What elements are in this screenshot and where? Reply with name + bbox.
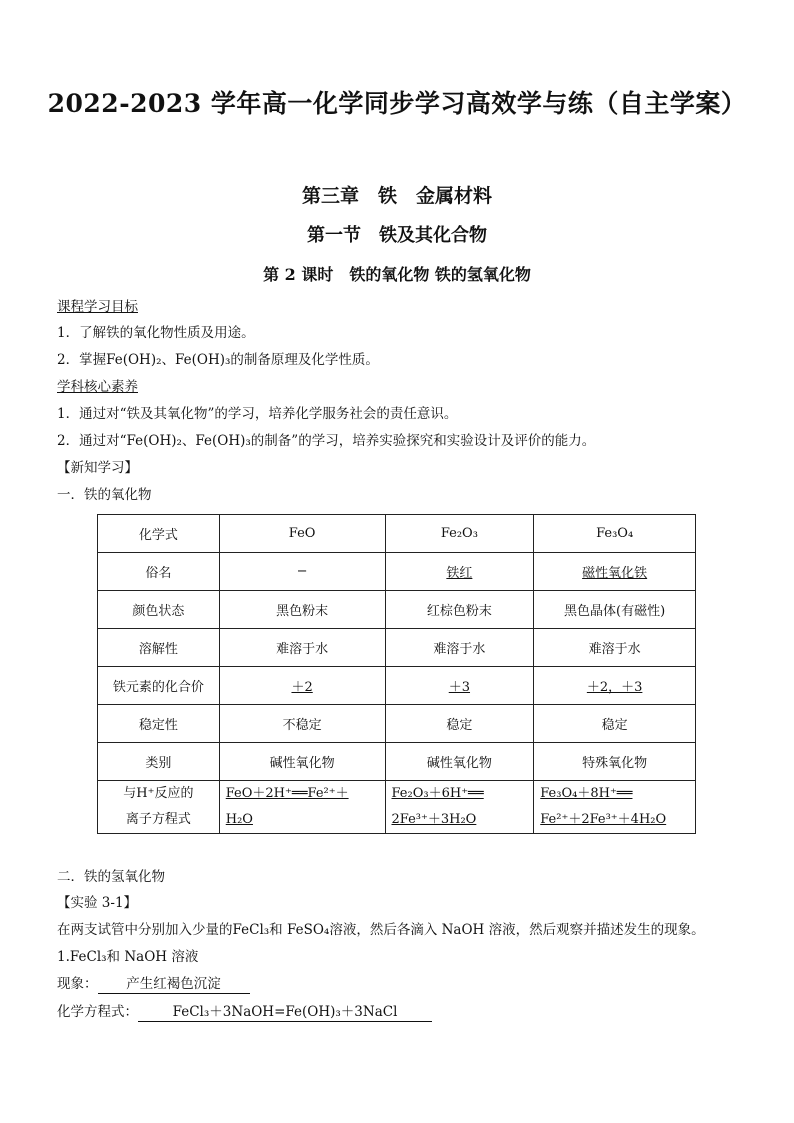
table-header-cell: Fe₂O₃ [385, 515, 534, 553]
equation-label: 化学方程式： [57, 1004, 138, 1020]
chapter-heading: 第三章 铁 金属材料 [301, 185, 492, 207]
equation-line: FeO＋2H⁺══Fe²⁺＋ [225, 786, 349, 801]
document-title: 2022-2023 学年高一化学同步学习高效学与练（自主学案） [47, 89, 747, 118]
phenomenon-answer: 产生红褐色沉淀 [98, 975, 250, 994]
answer-fill: ＋2 [291, 680, 313, 695]
phenomenon-line [57, 975, 250, 994]
answer-fill: 铁红 [446, 566, 473, 581]
table-cell [534, 667, 696, 705]
table-cell: 铁元素的化合价 [98, 667, 220, 705]
table-cell [98, 781, 220, 834]
table-cell: 类别 [98, 743, 220, 781]
table-cell: 难溶于水 [385, 629, 534, 667]
table-cell: 溶解性 [98, 629, 220, 667]
literacy-item-1: 1．通过对“铁及其氧化物”的学习，培养化学服务社会的责任意识。 [57, 406, 458, 422]
table-cell [385, 553, 534, 591]
goals-heading: 课程学习目标 [57, 299, 138, 315]
table-cell: 黑色粉末 [219, 591, 385, 629]
answer-fill: ＋2，＋3 [586, 680, 643, 695]
equation-line: Fe²⁺＋2Fe³⁺＋4H₂O [540, 812, 667, 827]
literacy-item-2: 2．通过对“Fe(OH)₂、Fe(OH)₃的制备”的学习，培养实验探究和实验设计及评价的能力。 [57, 433, 596, 449]
table-cell [534, 553, 696, 591]
table-cell [385, 667, 534, 705]
table-row [98, 591, 696, 629]
new-knowledge-label: 【新知学习】 [57, 460, 138, 476]
table-cell: 稳定性 [98, 705, 220, 743]
iron-oxides-table [97, 514, 696, 834]
table-cell: 颜色状态 [98, 591, 220, 629]
table-cell: − [219, 553, 385, 591]
table-row-ionic-equations [98, 781, 696, 834]
table-row [98, 743, 696, 781]
equation-line: Fe₃O₄＋8H⁺══ [540, 786, 633, 801]
literacy-heading: 学科核心素养 [57, 379, 138, 395]
table-cell: 稳定 [534, 705, 696, 743]
equation-line: 2Fe³⁺＋3H₂O [391, 812, 477, 827]
section-heading: 第一节 铁及其化合物 [307, 225, 487, 246]
table-cell: 特殊氧化物 [534, 743, 696, 781]
table-row [98, 667, 696, 705]
table-cell: 俗名 [98, 553, 220, 591]
experiment-label: 【实验 3-1】 [57, 895, 138, 911]
table-cell: 红棕色粉末 [385, 591, 534, 629]
equation-line-main [57, 1003, 432, 1022]
row-label-line: 与H⁺反应的 [123, 786, 194, 801]
experiment-description: 在两支试管中分别加入少量的FeCl₃和 FeSO₄溶液，然后各滴入 NaOH 溶液，然后观察并描述发生的现象。 [57, 922, 705, 938]
table-row [98, 629, 696, 667]
experiment-sub1: 1.FeCl₃和 NaOH 溶液 [57, 949, 199, 965]
table-cell: 稳定 [385, 705, 534, 743]
part2-title: 二．铁的氢氧化物 [57, 869, 165, 885]
table-header-cell: 化学式 [98, 515, 220, 553]
goal-item-2: 2．掌握Fe(OH)₂、Fe(OH)₃的制备原理及化学性质。 [57, 352, 379, 368]
equation-answer: FeCl₃＋3NaOH=Fe(OH)₃＋3NaCl [138, 1003, 432, 1022]
table-cell: 碱性氧化物 [219, 743, 385, 781]
table-cell: 黑色晶体(有磁性) [534, 591, 696, 629]
table-cell: 碱性氧化物 [385, 743, 534, 781]
table-cell [385, 781, 534, 834]
answer-fill: ＋3 [448, 680, 471, 695]
table-cell [534, 781, 696, 834]
part1-title: 一．铁的氧化物 [57, 487, 152, 503]
table-header-cell: Fe₃O₄ [534, 515, 696, 553]
equation-line: Fe₂O₃＋6H⁺══ [391, 786, 484, 801]
table-cell [219, 667, 385, 705]
table-cell: 难溶于水 [534, 629, 696, 667]
table-cell: 不稳定 [219, 705, 385, 743]
table-header-cell: FeO [219, 515, 385, 553]
table-row [98, 553, 696, 591]
equation-line: H₂O [225, 812, 253, 827]
row-label-line: 离子方程式 [125, 812, 191, 827]
phenomenon-label: 现象： [57, 976, 98, 992]
table-cell [219, 781, 385, 834]
table-cell: 难溶于水 [219, 629, 385, 667]
lesson-heading: 第 2 课时 铁的氧化物 铁的氢氧化物 [263, 265, 531, 284]
goal-item-1: 1．了解铁的氧化物性质及用途。 [57, 325, 255, 341]
table-row [98, 705, 696, 743]
answer-fill: 磁性氧化铁 [582, 566, 648, 581]
table-header-row [98, 515, 696, 553]
